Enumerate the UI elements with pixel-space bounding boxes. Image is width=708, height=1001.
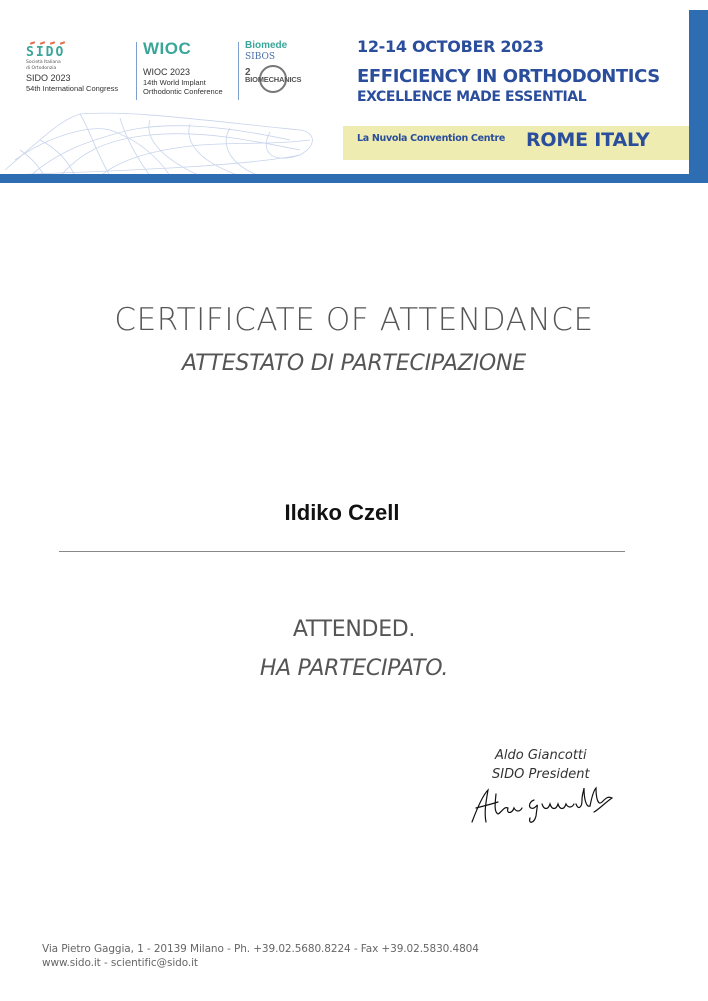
sido-tagline-1: Società Italiana bbox=[26, 60, 61, 65]
recipient-name: Ildiko Czell bbox=[284, 500, 400, 525]
wioc-logo bbox=[143, 40, 243, 96]
wioc-conference-name-1: 14th World Implant bbox=[143, 78, 206, 87]
biomede-logo bbox=[245, 40, 335, 91]
header-accent-bar-bottom bbox=[0, 174, 708, 183]
event-title: EFFICIENCY IN ORTHODONTICS bbox=[357, 66, 660, 87]
certificate-header bbox=[0, 0, 708, 185]
sibos-wordmark: SIBOS bbox=[245, 52, 276, 62]
wioc-tagline bbox=[143, 58, 243, 63]
footer-address: Via Pietro Gaggia, 1 - 20139 Milano - Ph. +39.02.5680.8224 - Fax +39.02.5830.4804 bbox=[42, 943, 479, 955]
event-subtitle: EXCELLENCE MADE ESSENTIAL bbox=[357, 89, 587, 105]
attended-text-en: ATTENDED. bbox=[292, 617, 416, 642]
certificate-title: CERTIFICATE OF ATTENDANCE bbox=[114, 302, 594, 338]
signatory-name: Aldo Giancotti bbox=[495, 748, 587, 763]
logo-divider bbox=[238, 42, 239, 100]
name-underline bbox=[59, 551, 625, 552]
wireframe-mesh-decoration bbox=[0, 100, 330, 176]
sido-tagline-2: di Ortodonzia bbox=[26, 66, 57, 71]
wioc-conference-name-2: Orthodontic Conference bbox=[143, 87, 223, 96]
venue-city: ROME ITALY bbox=[526, 129, 650, 151]
sido-congress-name: 54th International Congress bbox=[26, 84, 119, 93]
footer-contact: www.sido.it - scientific@sido.it bbox=[42, 957, 198, 969]
biomede-wordmark: Biomede bbox=[245, 40, 288, 51]
sido-logo bbox=[26, 40, 134, 93]
attended-text-it: HA PARTECIPATO. bbox=[259, 656, 449, 681]
biomechanics-badge bbox=[245, 65, 335, 91]
signatory-role: SIDO President bbox=[492, 767, 590, 782]
wioc-wordmark: WIOC bbox=[143, 39, 192, 58]
biomechanics-word: BIOMECHANICS bbox=[245, 75, 302, 84]
signature-icon bbox=[466, 786, 616, 826]
sido-congress-year: SIDO 2023 bbox=[26, 73, 71, 83]
certificate-subtitle: ATTESTATO DI PARTECIPAZIONE bbox=[182, 351, 526, 376]
sido-wordmark: SIDO bbox=[26, 45, 66, 60]
venue-name: La Nuvola Convention Centre bbox=[357, 133, 505, 144]
biomechanics-number: 2 bbox=[245, 67, 251, 78]
event-date: 12-14 OCTOBER 2023 bbox=[357, 37, 544, 56]
header-accent-bar-right bbox=[689, 10, 708, 182]
logo-divider bbox=[136, 42, 137, 100]
wioc-conference-year: WIOC 2023 bbox=[143, 67, 191, 77]
